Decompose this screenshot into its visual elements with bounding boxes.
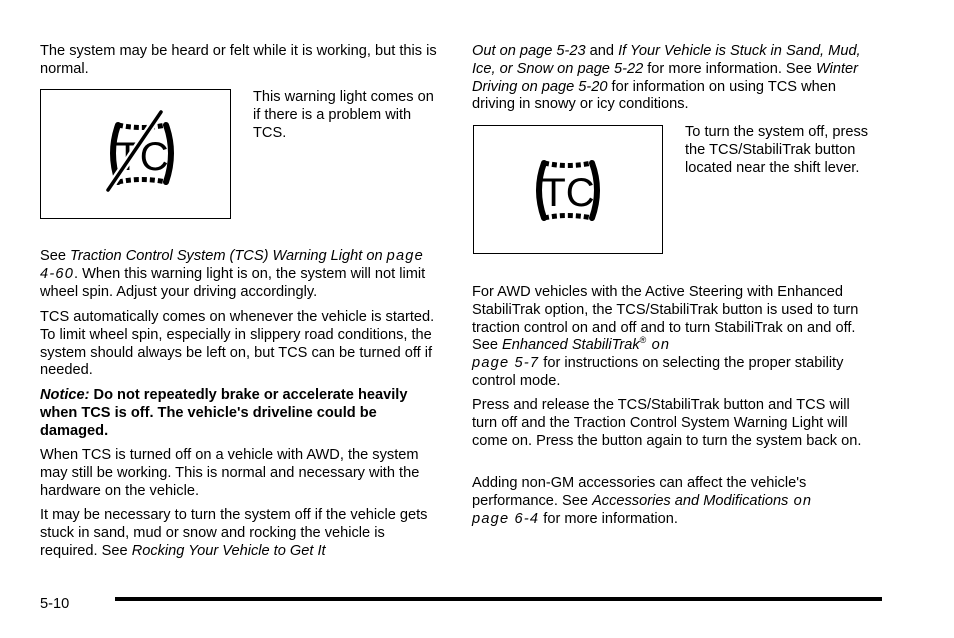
- accessories-paragraph: Adding non-GM accessories can affect the vehicle's performance. See Accessories and Modifications on page 6-4 for more information.: [472, 475, 813, 527]
- stuck-paragraph: It may be necessary to turn the system off if the vehicle gets stuck in sand, mud or snow and rocking the vehicle is required. See Rocking Your Vehicle to Get It: [40, 507, 428, 559]
- winter-driving-link[interactable]: Winter Driving on page 5-20: [472, 60, 859, 95]
- enhanced-stabilitrak-link[interactable]: Enhanced StabiliTrak: [502, 337, 640, 354]
- continued-paragraph: Out on page 5-23 and If Your Vehicle is Stuck in Sand, Mud, Ice, or Snow on page 5-22 for more information. See Winter Driving on page 5-20 for information on using TCS when driving in snowy or icy conditions.: [472, 43, 861, 113]
- tcs-off-icon-frame: [40, 89, 231, 219]
- intro-paragraph: The system may be heard or felt while it is working, but this is normal.: [40, 43, 437, 77]
- active-steering-paragraph: For AWD vehicles with the Active Steering with Enhanced StabiliTrak option, the TCS/StabiliTrak button is used to turn traction control on and off and to turn StabiliTrak on and off. See Enhanced StabiliTrak® on page 5-7 for instructions on selecting the proper stability control mode.: [472, 284, 859, 389]
- page-number: 5-10: [40, 596, 70, 612]
- auto-on-paragraph: TCS automatically comes on whenever the vehicle is started. To limit wheel spin, especially in slippery road conditions, the system should always be left on, but TCS can be turned off if needed.: [40, 309, 435, 379]
- warning-light-page-ref[interactable]: page 4-60: [40, 248, 424, 282]
- notice-label: Notice:: [40, 387, 90, 403]
- press-release-paragraph: Press and release the TCS/StabiliTrak button and TCS will turn off and the Traction Control System Warning Light will come on. Press the button again to turn the system back on.: [472, 397, 862, 449]
- accessories-page-ref[interactable]: page 6-4: [472, 510, 540, 527]
- stuck-sand-link[interactable]: If Your Vehicle is Stuck in Sand, Mud, Ice, or Snow on page 5-22: [472, 43, 861, 77]
- tc-letters: TC: [541, 171, 595, 215]
- awd-paragraph: When TCS is turned off on a vehicle with AWD, the system may still be working. This is normal and necessary with the hardware on the vehicle.: [40, 447, 420, 499]
- rocking-page-link[interactable]: Out on page 5-23: [472, 43, 586, 59]
- turn-off-caption: To turn the system off, press the TCS/StabiliTrak button located near the shift lever.: [685, 124, 869, 176]
- tc-letters: TC: [115, 135, 169, 179]
- rocking-vehicle-link[interactable]: Rocking Your Vehicle to Get It: [131, 542, 326, 559]
- see-warning-light-paragraph: See Traction Control System (TCS) Warning Light on page 4-60. When this warning light is on, the system will not limit wheel spin. Adjust your driving accordingly.: [40, 248, 426, 300]
- warning-light-link[interactable]: Traction Control System (TCS) Warning Light: [70, 248, 363, 264]
- footer-rule: [115, 597, 882, 601]
- accessories-link[interactable]: Accessories and Modifications: [592, 492, 789, 509]
- warning-light-caption: This warning light comes on if there is a problem with TCS.: [253, 89, 434, 141]
- stabilitrak-page-ref[interactable]: page 5-7: [472, 355, 540, 372]
- tcs-off-warning-light-icon: [41, 90, 231, 218]
- tcs-icon-frame: [473, 125, 663, 254]
- notice-text: Do not repeatedly brake or accelerate heavily when TCS is off. The vehicle's driveline could be damaged.: [40, 387, 408, 439]
- notice-paragraph: [40, 387, 420, 440]
- tcs-warning-light-icon: [474, 126, 662, 252]
